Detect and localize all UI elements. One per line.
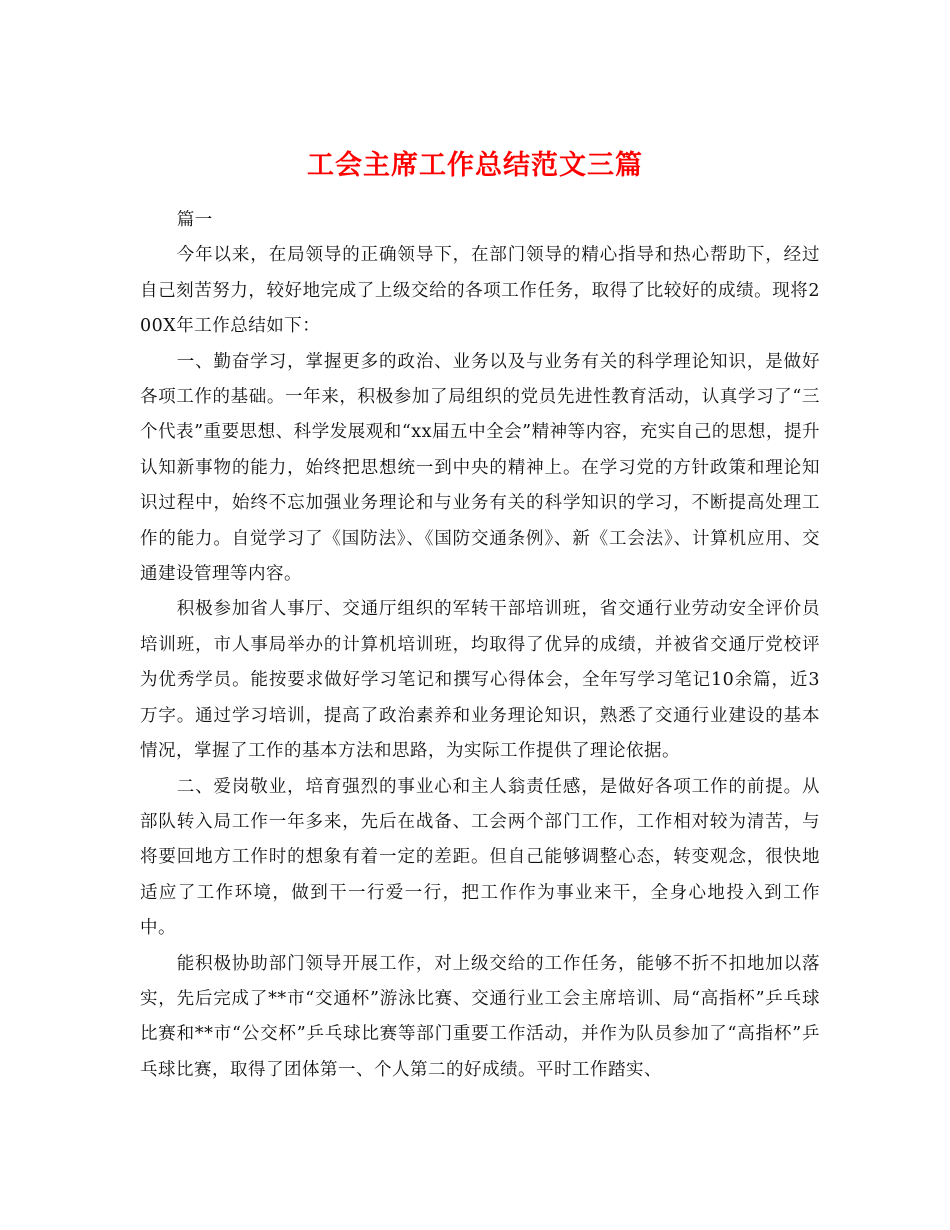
document-body	[140, 203, 820, 1088]
paragraph-study: 一、勤奋学习，掌握更多的政治、业务以及与业务有关的科学理论知识，是做好各项工作的基础。一年来，积极参加了局组织的党员先进性教育活动，认真学习了“三个代表”重要思想、科学发展观和“xx届五中全会”精神等内容，充实自己的思想，提升认知新事物的能力，始终把思想统一到中央的精神上。在学习党的方针政策和理论知识过程中，始终不忘加强业务理论和与业务有关的科学知识的学习，不断提高处理工作的能力。自觉学习了《国防法》、《国防交通条例》、新《工会法》、计算机应用、交通建设管理等内容。	[140, 351, 820, 585]
paragraph-section-heading: 篇一	[176, 210, 213, 230]
document-title: 工会主席工作总结范文三篇	[307, 150, 643, 182]
paragraph-training: 积极参加省人事厅、交通厅组织的军转干部培训班，省交通行业劳动安全评价员培训班，市人事局举办的计算机培训班，均取得了优异的成绩，并被省交通厅党校评为优秀学员。能按要求做好学习笔记和撰写心得体会，全年写学习笔记10余篇，近3万字。通过学习培训，提高了政治素养和业务理论知识，熟悉了交通行业建设的基本情况，掌握了工作的基本方法和思路，为实际工作提供了理论依据。	[140, 599, 820, 762]
paragraph-intro: 今年以来，在局领导的正确领导下，在部门领导的精心指导和热心帮助下，经过自己刻苦努力，较好地完成了上级交给的各项工作任务，取得了比较好的成绩。现将200X年工作总结如下：	[140, 245, 820, 337]
paragraph-dedication: 二、爱岗敬业，培育强烈的事业心和主人翁责任感，是做好各项工作的前提。从部队转入局工作一年多来，先后在战备、工会两个部门工作，工作相对较为清苦，与将要回地方工作时的想象有着一定的差距。但自己能够调整心态，转变观念，很快地适应了工作环境，做到干一行爱一行，把工作作为事业来干，全身心地投入到工作中。	[140, 776, 820, 939]
paragraph-activities: 能积极协助部门领导开展工作，对上级交给的工作任务，能够不折不扣地加以落实，先后完成了**市“交通杯”游泳比赛、交通行业工会主席培训、局“高指杯”乒乓球比赛和**市“公交杯”乒乓球比赛等部门重要工作活动，并作为队员参加了“高指杯”乒乓球比赛，取得了团体第一、个人第二的好成绩。平时工作踏实、	[140, 953, 820, 1080]
